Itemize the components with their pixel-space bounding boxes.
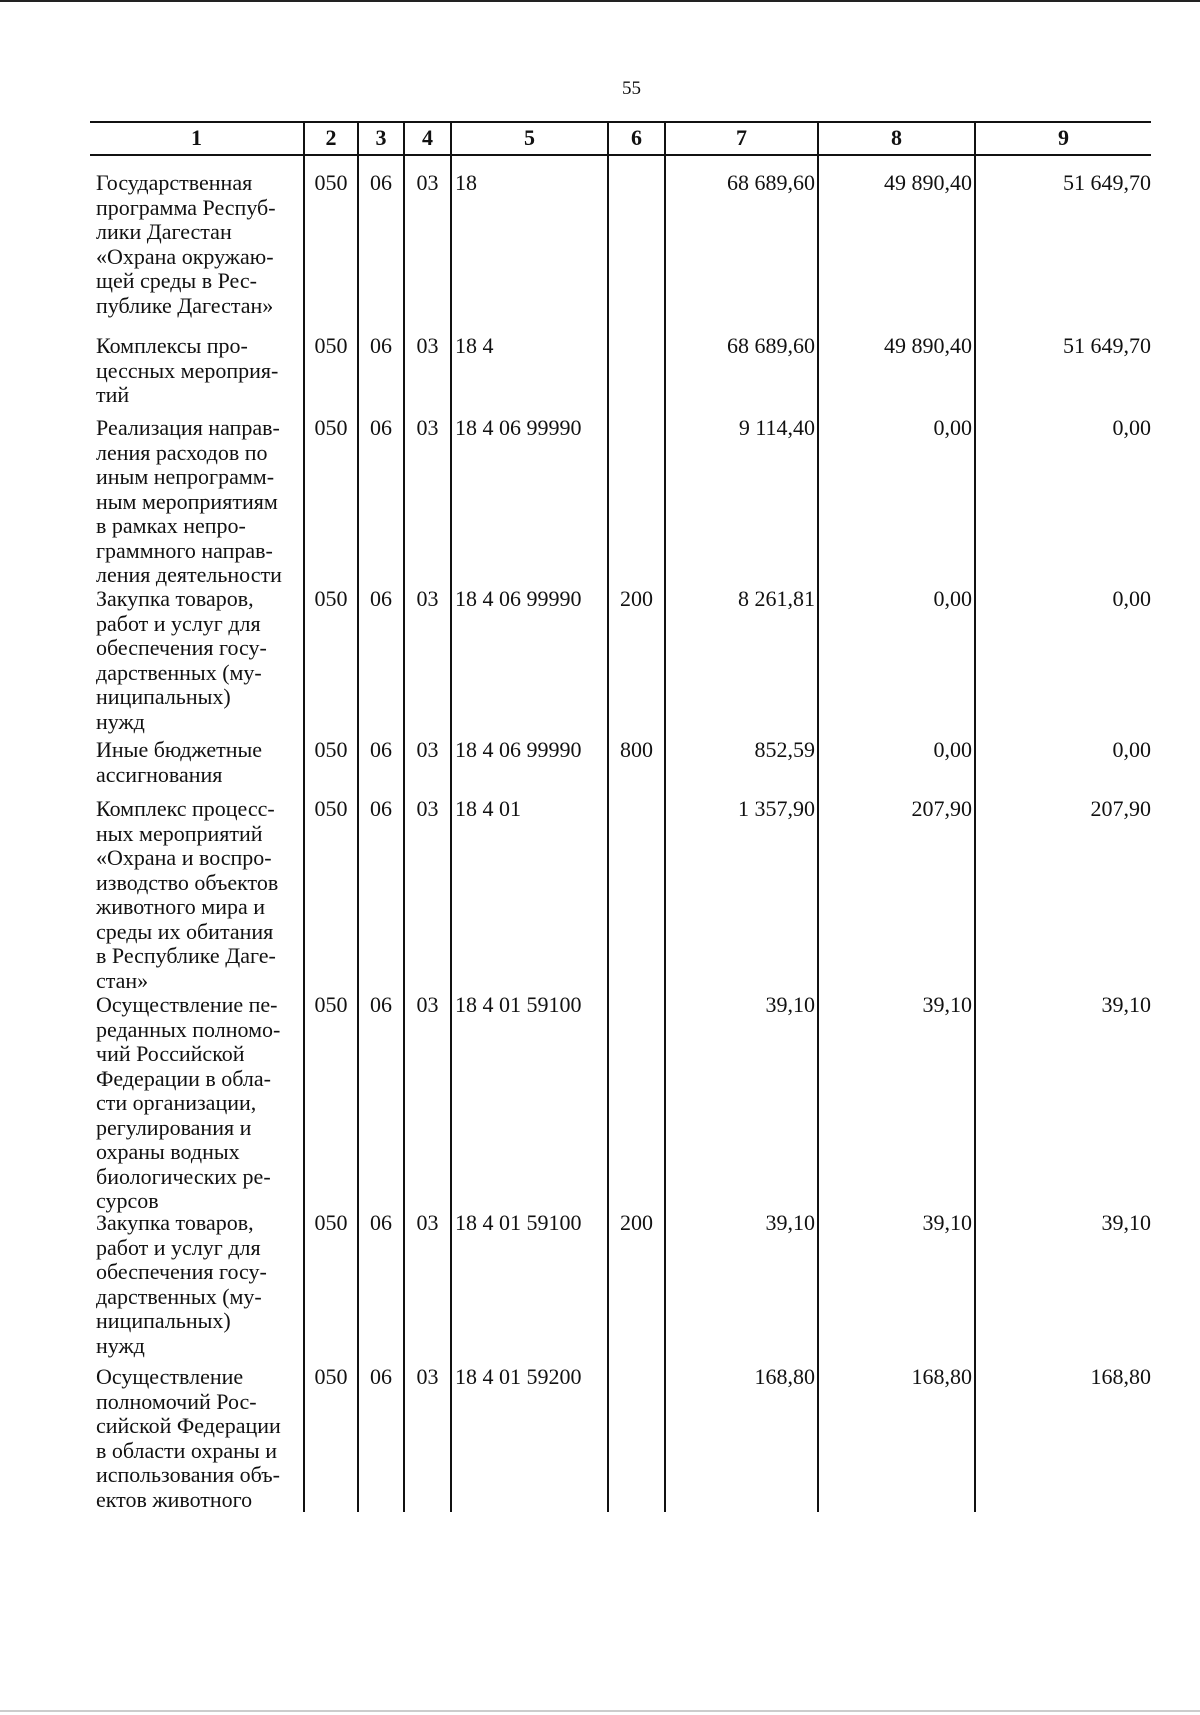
amount-year3-cell: 0,00: [1112, 737, 1151, 762]
target-article-cell: 18 4 01 59200: [452, 1350, 609, 1512]
row-name-line: сти организации,: [96, 1090, 257, 1115]
row-name-line: тий: [96, 382, 130, 407]
row-name-line: Осуществление: [96, 1364, 244, 1389]
ministry-code-cell: 050: [305, 1350, 359, 1512]
amount-year1-cell: 68 689,60: [666, 319, 819, 408]
row-name-cell: [90, 782, 305, 993]
target-article-cell: 18: [452, 156, 609, 319]
table-row: [90, 978, 1151, 1213]
row-name-line: Реализация направ-: [96, 415, 280, 440]
row-name-cell: [90, 319, 305, 408]
row-name-line: ления расходов по: [96, 439, 268, 465]
row-name-line: ниципальных): [96, 684, 231, 709]
column-header: 7: [666, 123, 819, 154]
expense-type-cell: [609, 319, 666, 408]
table-row: [90, 156, 1151, 319]
section-code-cell: 06: [359, 782, 405, 993]
row-name-line: сурсов: [96, 1188, 159, 1213]
row-name-line: ассигнования: [96, 761, 223, 787]
row-name-line: Комплексы про-: [96, 333, 248, 358]
amount-year2-cell: 49 890,40: [819, 319, 976, 408]
page-number: 55: [622, 78, 641, 99]
row-name-line: сийской Федерации: [96, 1413, 281, 1438]
target-article-cell: 18 4 06 99990: [452, 723, 609, 787]
row-name-line: «Охрана и воспро-: [96, 845, 272, 870]
table-row: [90, 1196, 1151, 1358]
subsection-code-cell: 03: [405, 156, 452, 319]
column-header: 2: [305, 123, 359, 154]
subsection-code-cell: 03: [405, 572, 452, 734]
amount-year3-cell: 51 649,70: [1063, 170, 1151, 195]
row-name-line: регулирования и: [96, 1114, 252, 1140]
row-name-line: полномочий Рос-: [96, 1388, 257, 1414]
row-name-cell: [90, 572, 305, 734]
subsection-code-cell: 03: [405, 401, 452, 588]
amount-year3-cell: 0,00: [1112, 586, 1151, 611]
table-row: [90, 401, 1151, 587]
amount-year3-cell: 51 649,70: [1063, 333, 1151, 358]
table-row: [90, 319, 1151, 407]
amount-year2-cell: 0,00: [819, 723, 976, 787]
row-name-line: в Республике Даге-: [96, 943, 276, 968]
row-name-line: программа Респуб-: [96, 194, 276, 220]
row-name-line: использования объ-: [96, 1462, 280, 1487]
section-code-cell: 06: [359, 1196, 405, 1358]
row-name-line: дарственных (му-: [96, 659, 262, 685]
ministry-code-cell: 050: [305, 723, 359, 787]
row-name-cell: [90, 156, 305, 319]
subsection-code-cell: 03: [405, 782, 452, 993]
row-name-line: Иные бюджетные: [96, 737, 263, 762]
expense-type-cell: [609, 1350, 666, 1512]
row-name-line: «Охрана окружаю-: [96, 243, 274, 269]
amount-year1-cell: 8 261,81: [666, 572, 819, 734]
top-border-line: [0, 0, 1200, 2]
row-name-cell: [90, 723, 305, 787]
section-code-cell: 06: [359, 319, 405, 408]
amount-year1-cell: 39,10: [666, 978, 819, 1214]
section-code-cell: 06: [359, 401, 405, 588]
column-header: 9: [1058, 125, 1069, 150]
bottom-scan-line: [0, 1710, 1200, 1712]
target-article-cell: 18 4 06 99990: [452, 401, 609, 588]
row-name-line: реданных полномо-: [96, 1016, 281, 1042]
row-name-line: в области охраны и: [96, 1437, 277, 1463]
row-name-line: обеспечения госу-: [96, 1259, 267, 1284]
subsection-code-cell: 03: [405, 1350, 452, 1512]
amount-year1-cell: 1 357,90: [666, 782, 819, 993]
column-header: 3: [359, 123, 405, 154]
row-name-line: ных мероприятий: [96, 820, 263, 846]
ministry-code-cell: 050: [305, 572, 359, 734]
row-name-line: ектов животного: [96, 1486, 253, 1512]
row-name-line: работ и услуг для: [96, 610, 261, 636]
amount-year1-cell: 9 114,40: [666, 401, 819, 588]
column-header: 4: [405, 123, 452, 154]
row-name-line: охраны водных: [96, 1139, 240, 1164]
target-article-cell: 18 4 06 99990: [452, 572, 609, 734]
amount-year2-cell: 0,00: [819, 572, 976, 734]
row-name-line: Осуществление пе-: [96, 992, 278, 1017]
expense-type-cell: [609, 401, 666, 588]
expense-type-cell: [609, 978, 666, 1214]
row-name-line: Государственная: [96, 170, 253, 195]
amount-year1-cell: 852,59: [666, 723, 819, 787]
amount-year1-cell: 39,10: [666, 1196, 819, 1358]
amount-year3-cell: 39,10: [1101, 992, 1151, 1017]
table-row: [90, 723, 1151, 787]
row-name-cell: [90, 978, 305, 1214]
expense-type-cell: [609, 156, 666, 319]
target-article-cell: 18 4 01 59100: [452, 1196, 609, 1358]
amount-year2-cell: 168,80: [819, 1350, 976, 1512]
expense-type-cell: [609, 782, 666, 993]
table-body: [90, 156, 1151, 1512]
row-name-line: нужд: [96, 1332, 145, 1358]
amount-year2-cell: 39,10: [819, 1196, 976, 1358]
ministry-code-cell: 050: [305, 401, 359, 588]
row-name-line: цессных мероприя-: [96, 357, 279, 383]
row-name-line: дарственных (му-: [96, 1283, 262, 1309]
row-name-line: щей среды в Рес-: [96, 268, 257, 293]
table-row: [90, 1350, 1151, 1512]
target-article-cell: 18 4: [452, 319, 609, 408]
table-row: [90, 782, 1151, 993]
row-name-line: граммного направ-: [96, 537, 273, 563]
section-code-cell: 06: [359, 156, 405, 319]
amount-year1-cell: 168,80: [666, 1350, 819, 1512]
row-name-cell: [90, 401, 305, 588]
row-name-cell: [90, 1350, 305, 1512]
ministry-code-cell: 050: [305, 782, 359, 993]
amount-year2-cell: 0,00: [819, 401, 976, 588]
row-name-line: биологических ре-: [96, 1163, 271, 1189]
section-code-cell: 06: [359, 978, 405, 1214]
row-name-line: стан»: [96, 967, 149, 993]
section-code-cell: 06: [359, 723, 405, 787]
expense-type-cell: 200: [609, 1196, 666, 1358]
row-name-line: ным мероприятиям: [96, 488, 278, 514]
column-header: 6: [609, 123, 666, 154]
row-name-line: чий Российской: [96, 1041, 245, 1066]
expense-type-cell: 200: [609, 572, 666, 734]
row-name-line: лики Дагестан: [96, 219, 232, 244]
budget-table: [90, 121, 1151, 1512]
subsection-code-cell: 03: [405, 723, 452, 787]
amount-year3-cell: 207,90: [1090, 796, 1151, 821]
row-name-line: ления деятельности: [96, 562, 282, 587]
amount-year2-cell: 207,90: [819, 782, 976, 993]
row-name-line: Закупка товаров,: [96, 1210, 254, 1235]
section-code-cell: 06: [359, 1350, 405, 1512]
row-name-line: Федерации в обла-: [96, 1065, 272, 1091]
row-name-line: среды их обитания: [96, 918, 274, 944]
row-name-line: изводство объектов: [96, 869, 279, 895]
row-name-line: обеспечения госу-: [96, 635, 267, 660]
amount-year2-cell: 39,10: [819, 978, 976, 1214]
target-article-cell: 18 4 01: [452, 782, 609, 993]
table-row: [90, 572, 1151, 734]
ministry-code-cell: 050: [305, 1196, 359, 1358]
subsection-code-cell: 03: [405, 1196, 452, 1358]
row-name-line: работ и услуг для: [96, 1234, 261, 1260]
target-article-cell: 18 4 01 59100: [452, 978, 609, 1214]
row-name-line: животного мира и: [96, 894, 266, 919]
column-header: 1: [90, 123, 305, 154]
ministry-code-cell: 050: [305, 156, 359, 319]
table-header-row: [90, 121, 1151, 156]
row-name-line: иным непрограмм-: [96, 464, 275, 489]
amount-year3-cell: 168,80: [1090, 1364, 1151, 1389]
row-name-line: в рамках непро-: [96, 513, 246, 538]
column-header: 5: [452, 123, 609, 154]
section-code-cell: 06: [359, 572, 405, 734]
row-name-cell: [90, 1196, 305, 1358]
row-name-line: ниципальных): [96, 1308, 231, 1333]
row-name-line: публике Дагестан»: [96, 292, 274, 318]
row-name-line: Комплекс процесс-: [96, 796, 275, 821]
amount-year3-cell: 39,10: [1101, 1210, 1151, 1235]
row-name-line: нужд: [96, 708, 145, 734]
subsection-code-cell: 03: [405, 319, 452, 408]
row-name-line: Закупка товаров,: [96, 586, 254, 611]
amount-year2-cell: 49 890,40: [819, 156, 976, 319]
subsection-code-cell: 03: [405, 978, 452, 1214]
ministry-code-cell: 050: [305, 978, 359, 1214]
ministry-code-cell: 050: [305, 319, 359, 408]
expense-type-cell: 800: [609, 723, 666, 787]
amount-year3-cell: 0,00: [1112, 415, 1151, 440]
column-header: 8: [819, 123, 976, 154]
amount-year1-cell: 68 689,60: [666, 156, 819, 319]
